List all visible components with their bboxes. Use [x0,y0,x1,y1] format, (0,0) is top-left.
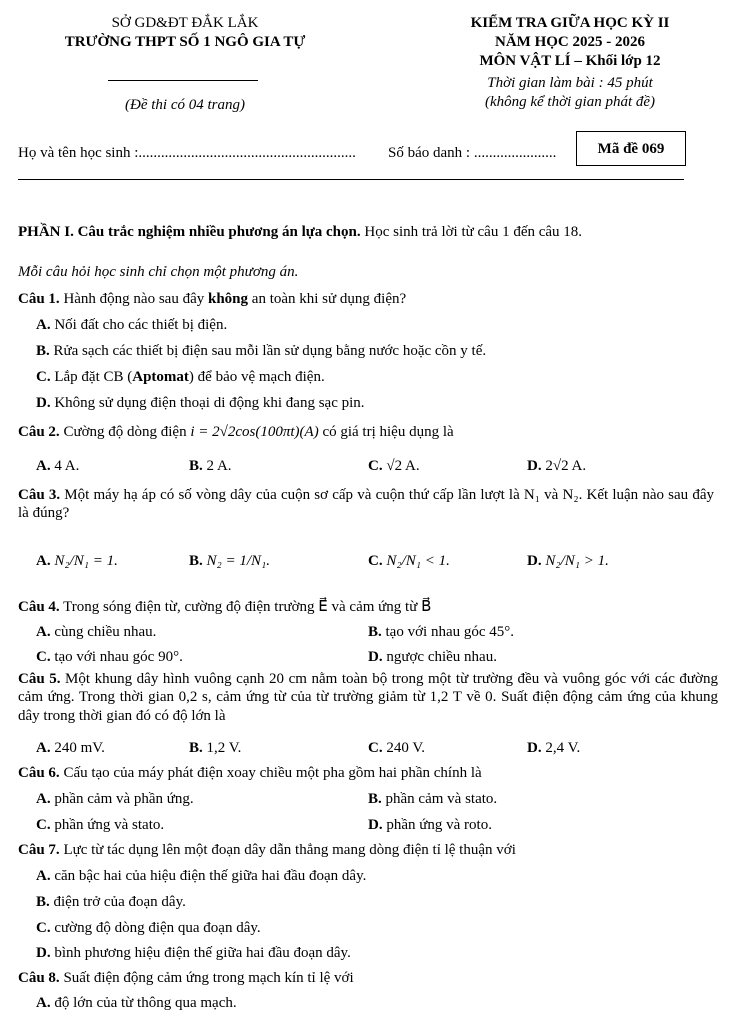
student-id-field: Số báo danh : ...................... [388,145,557,161]
option-letter: A. [36,458,51,474]
q3-option-b[interactable] [189,552,270,570]
question-8 [18,969,354,987]
option-text: Rửa sạch các thiết bị điện sau mỗi lần sử dụng bằng nước hoặc cồn y tế. [53,343,487,359]
option-letter: B. [368,624,382,640]
q4-option-b[interactable] [368,623,514,641]
option-text: căn bậc hai của hiệu điện thế giữa hai đầu đoạn dây. [54,868,367,884]
option-letter: D. [527,553,542,569]
option-letter: A. [36,553,51,569]
option-text: 2 A. [206,458,232,474]
q3-option-d[interactable] [527,552,609,570]
question-label: Câu 5. [18,671,61,687]
q5-option-d[interactable] [527,739,580,757]
option-letter: D. [36,395,51,411]
current-formula: i = 2√2cos(100πt)(A) [190,424,319,440]
q1-option-a[interactable] [36,316,227,334]
department-name: SỞ GD&ĐT ĐẮK LẮK [111,15,259,31]
option-letter: A. [36,868,51,884]
question-6 [18,764,482,782]
option-letter: B. [189,553,203,569]
q3-option-a[interactable] [36,552,118,570]
q5-option-b[interactable] [189,739,241,757]
part-instruction: Học sinh trả lời từ câu 1 đến câu 18. [360,224,583,240]
option-text: ) để bảo vệ mạch điện. [188,369,325,385]
option-text: cường độ dòng điện qua đoạn dây. [54,920,261,936]
question-label: Câu 2. [18,424,60,440]
option-text: N₂/N₁ < 1. [386,553,450,569]
option-text: điện trở của đoạn dây. [53,894,186,910]
q7-option-c[interactable] [36,919,261,937]
q2-option-d[interactable] [527,457,586,475]
option-letter: D. [527,458,542,474]
option-text: Không sử dụng điện thoại di động khi đang sạc pin. [54,395,365,411]
option-letter: D. [368,817,383,833]
q7-option-b[interactable] [36,893,186,911]
q2-option-b[interactable] [189,457,232,475]
option-text: 240 mV. [54,740,105,756]
question-4 [18,598,431,616]
option-text: N₂ = 1/N₁. [206,553,270,569]
q1-option-b[interactable] [36,342,486,360]
option-letter: A. [36,624,51,640]
question-label: Câu 1. [18,291,60,307]
pages-note: (Đề thi có 04 trang) [125,97,245,113]
q8-option-a[interactable] [36,994,237,1012]
question-text: Hành động nào sau đây [59,291,208,307]
option-letter: B. [189,458,203,474]
option-text: √2 A. [386,458,420,474]
option-letter: C. [36,920,51,936]
option-letter: C. [368,740,383,756]
option-text: N₂/N₁ = 1. [54,553,118,569]
option-text: tạo với nhau góc 90°. [54,649,183,665]
q6-option-c[interactable] [36,816,164,834]
school-name: TRƯỜNG THPT SỐ 1 NGÔ GIA TỰ [64,34,306,50]
exam-title: KIỂM TRA GIỮA HỌC KỲ II [470,15,670,31]
question-text: Trong sóng điện từ, cường độ điện trường E⃗ và cảm ứng từ B⃗ [59,599,432,615]
option-text: 4 A. [54,458,80,474]
option-letter: B. [189,740,203,756]
option-text: phần ứng và roto. [386,817,492,833]
option-letter: C. [36,817,51,833]
option-text: phần cảm và phần ứng. [54,791,194,807]
question-label: Câu 8. [18,970,60,986]
option-text: N₂/N₁ > 1. [545,553,609,569]
question-text: có giá trị hiệu dụng là [318,424,454,440]
option-letter: A. [36,317,51,333]
option-text: Nối đất cho các thiết bị điện. [54,317,228,333]
student-name-field: Họ và tên học sinh :.......................................................... [18,145,356,161]
q4-option-c[interactable] [36,648,183,666]
option-text: 1,2 V. [206,740,242,756]
q5-option-c[interactable] [368,739,425,757]
option-text: phần ứng và stato. [54,817,165,833]
q7-option-d[interactable] [36,944,351,962]
option-text: 2√2 A. [545,458,587,474]
subject: MÔN VẬT LÍ – Khối lớp 12 [479,53,661,69]
question-emphasis: không [208,291,249,307]
option-text: Lắp đặt CB ( [54,369,133,385]
exam-time-note: (không kể thời gian phát đề) [484,94,656,110]
question-label: Câu 4. [18,599,60,615]
q7-option-a[interactable] [36,867,366,885]
q2-option-c[interactable] [368,457,420,475]
question-7 [18,841,516,859]
option-text: phần cảm và stato. [385,791,498,807]
part-title [18,223,714,241]
option-letter: B. [368,791,382,807]
option-text: 240 V. [386,740,425,756]
exam-time: Thời gian làm bài : 45 phút [487,75,653,91]
part-heading: PHẦN I. Câu trắc nghiệm nhiều phương án lựa chọn. [18,224,361,240]
option-letter: A. [36,740,51,756]
option-letter: A. [36,995,51,1011]
exam-code: Mã đề 069 [597,141,665,157]
exam-code-box [576,131,686,166]
option-letter: D. [527,740,542,756]
option-text: ngược chiều nhau. [386,649,497,665]
q4-option-d[interactable] [368,648,497,666]
q2-option-a[interactable] [36,457,79,475]
q6-option-a[interactable] [36,790,194,808]
option-text: cùng chiều nhau. [54,624,157,640]
option-text: độ lớn của từ thông qua mạch. [54,995,237,1011]
question-label: Câu 7. [18,842,60,858]
question-label: Câu 6. [18,765,60,781]
question-3 [18,486,714,523]
q6-option-d[interactable] [368,816,492,834]
question-text: an toàn khi sử dụng điện? [248,291,407,307]
option-letter: D. [368,649,383,665]
option-letter: C. [36,369,51,385]
q5-option-a[interactable] [36,739,105,757]
question-2 [18,423,454,441]
option-text: bình phương hiệu điện thế giữa hai đầu đoạn dây. [54,945,351,961]
header-divider-left [108,80,258,81]
q4-option-a[interactable] [36,623,156,641]
header-divider [18,179,684,180]
option-emphasis: Aptomat [132,369,189,385]
option-letter: D. [36,945,51,961]
option-letter: C. [368,553,383,569]
option-letter: C. [368,458,383,474]
option-text: 2,4 V. [545,740,581,756]
q6-option-b[interactable] [368,790,497,808]
question-label: Câu 3. [18,487,61,503]
question-text: Một khung dây hình vuông cạnh 20 cm nằm toàn bộ trong một từ trường đều và vuông góc với các đường cảm ứng. Trong thời gian 0,2 s, cảm ứng từ của từ trường giảm từ 1,2 T về 0. Suất điện động cảm ứng của khung dây trong thời gian đó có độ lớn là [18,671,718,724]
question-text: Lực từ tác dụng lên một đoạn dây dẫn thẳng mang dòng điện tỉ lệ thuận với [59,842,516,858]
question-5 [18,670,718,725]
school-year: NĂM HỌC 2025 - 2026 [495,34,645,50]
option-letter: B. [36,343,50,359]
option-text: tạo với nhau góc 45°. [385,624,515,640]
question-text: Cường độ dòng điện [59,424,191,440]
q1-option-d[interactable] [36,394,365,412]
option-letter: B. [36,894,50,910]
question-text: Suất điện động cảm ứng trong mạch kín tỉ lệ với [59,970,354,986]
option-letter: C. [36,649,51,665]
q3-option-c[interactable] [368,552,450,570]
part-note: Mỗi câu hỏi học sinh chỉ chọn một phương án. [18,264,299,280]
question-text: Cấu tạo của máy phát điện xoay chiều một pha gồm hai phần chính là [59,765,482,781]
option-letter: A. [36,791,51,807]
question-text: Một máy hạ áp có số vòng dây của cuộn sơ cấp và cuộn thứ cấp lần lượt là N₁ và N₂. Kết luận nào sau đây là đúng? [18,487,714,522]
q1-option-c[interactable] [36,368,325,386]
question-1 [18,290,406,308]
